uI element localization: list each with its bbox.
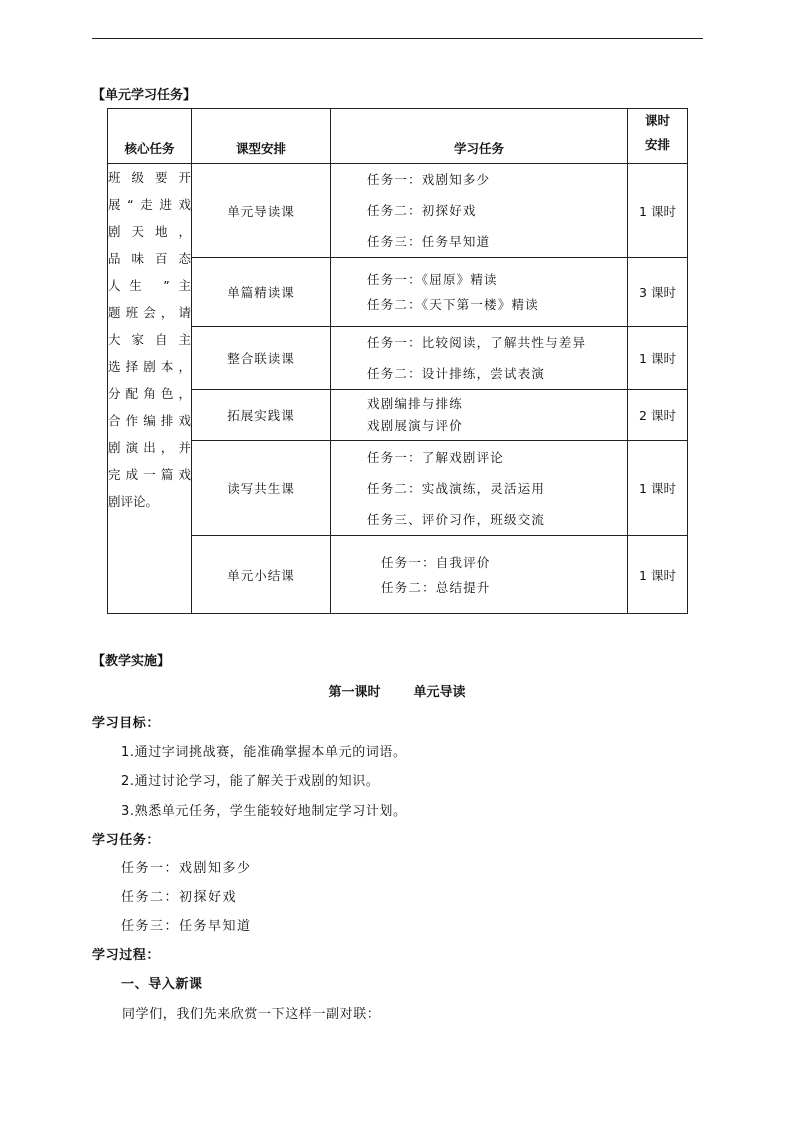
course-type-cell: 读写共生课: [192, 441, 331, 536]
tasks-cell: [331, 327, 628, 390]
course-type-cell: 单元导读课: [192, 164, 331, 258]
core-task-line: 选择剧本，: [108, 359, 191, 374]
lesson-title-left: 第一课时: [328, 685, 381, 700]
header-hours: [628, 109, 688, 164]
core-task-cell: [108, 164, 192, 614]
table-row: [108, 441, 688, 536]
table-header-row: [108, 109, 688, 164]
table-row: [108, 164, 688, 258]
header-hours-line2: 安排: [644, 137, 670, 152]
task-item: 任务二：实战演练，灵活运用: [367, 480, 546, 496]
course-type-cell: 单元小结课: [192, 536, 331, 614]
course-type-cell: 拓展实践课: [192, 390, 331, 441]
hours-cell: 1 课时: [628, 536, 688, 614]
core-task-line: 剧评论。: [108, 494, 159, 509]
core-task-line: 品味百态: [108, 251, 191, 266]
header-course-type: 课型安排: [192, 109, 331, 164]
task-item: 任务一：《屈原》精读: [367, 272, 498, 287]
task-item: 任务一：比较阅读，了解共性与差异: [367, 335, 587, 350]
task-item: 任务一：自我评价: [381, 554, 491, 570]
core-task-line: 题班会，请: [108, 305, 191, 320]
lesson-title-right: 单元导读: [413, 685, 466, 700]
lesson-task-item: 任务一：戏剧知多少: [121, 861, 252, 876]
goal-item: 2.通过讨论学习，能了解关于戏剧的知识。: [121, 774, 380, 789]
tasks-cell: [331, 441, 628, 536]
step-heading: 一、导入新课: [121, 977, 203, 992]
header-hours-line1: 课时: [644, 113, 670, 128]
core-task-line: 分配角色，: [108, 386, 191, 401]
task-item: 任务一：了解戏剧评论: [367, 449, 505, 465]
tasks-label: 学习任务：: [92, 833, 161, 848]
core-task-line: 完成一篇戏: [108, 467, 191, 482]
hours-cell: 2 课时: [628, 390, 688, 441]
core-task-line: 展“走进戏: [108, 197, 191, 212]
course-type-cell: 整合联读课: [192, 327, 331, 390]
hours-cell: 3 课时: [628, 258, 688, 327]
tasks-cell: [331, 258, 628, 327]
core-task-line: 班级要开: [108, 170, 191, 185]
goal-item: 1.通过字词挑战赛，能准确掌握本单元的词语。: [121, 745, 407, 760]
core-task-line: 剧天地，: [108, 224, 191, 239]
lesson-task-item: 任务二：初探好戏: [121, 890, 238, 905]
table-row: [108, 258, 688, 327]
goals-label: 学习目标：: [92, 716, 161, 731]
task-item: 任务二：总结提升: [381, 579, 491, 595]
process-label: 学习过程：: [92, 948, 161, 963]
section-title-unit-tasks: 【单元学习任务】: [92, 88, 197, 103]
core-task-line: 人生 ”主: [108, 278, 191, 293]
unit-task-table: [107, 108, 688, 614]
lesson-title: [0, 681, 794, 700]
task-item: 任务一：戏剧知多少: [367, 172, 491, 187]
core-task-line: 合作编排戏: [108, 413, 191, 428]
tasks-cell: [331, 390, 628, 441]
header-rule: [92, 38, 703, 39]
task-item: 任务二：初探好戏: [367, 203, 477, 218]
section-title-teaching: 【教学实施】: [92, 654, 171, 669]
table-row: [108, 536, 688, 614]
tasks-cell: [331, 164, 628, 258]
task-item: 任务二：设计排练，尝试表演: [367, 366, 546, 381]
core-task-line: 剧演出，并: [108, 440, 191, 455]
task-item: 戏剧展演与评价: [367, 418, 463, 433]
header-learning-tasks: 学习任务: [331, 109, 628, 164]
header-core-task: 核心任务: [108, 109, 192, 164]
task-item: 戏剧编排与排练: [367, 396, 463, 411]
lesson-task-item: 任务三：任务早知道: [121, 919, 252, 934]
task-item: 任务二：《天下第一楼》精读: [367, 297, 539, 312]
table-row: [108, 390, 688, 441]
hours-cell: 1 课时: [628, 441, 688, 536]
goal-item: 3.熟悉单元任务，学生能较好地制定学习计划。: [121, 804, 407, 819]
intro-paragraph: 同学们，我们先来欣赏一下这样一副对联：: [122, 1007, 381, 1022]
table-row: [108, 327, 688, 390]
task-item: 任务三、评价习作，班级交流: [367, 511, 546, 527]
tasks-cell: [331, 536, 628, 614]
course-type-cell: 单篇精读课: [192, 258, 331, 327]
task-item: 任务三：任务早知道: [367, 234, 491, 249]
core-task-line: 大家自主: [108, 332, 191, 347]
hours-cell: 1 课时: [628, 327, 688, 390]
hours-cell: 1 课时: [628, 164, 688, 258]
